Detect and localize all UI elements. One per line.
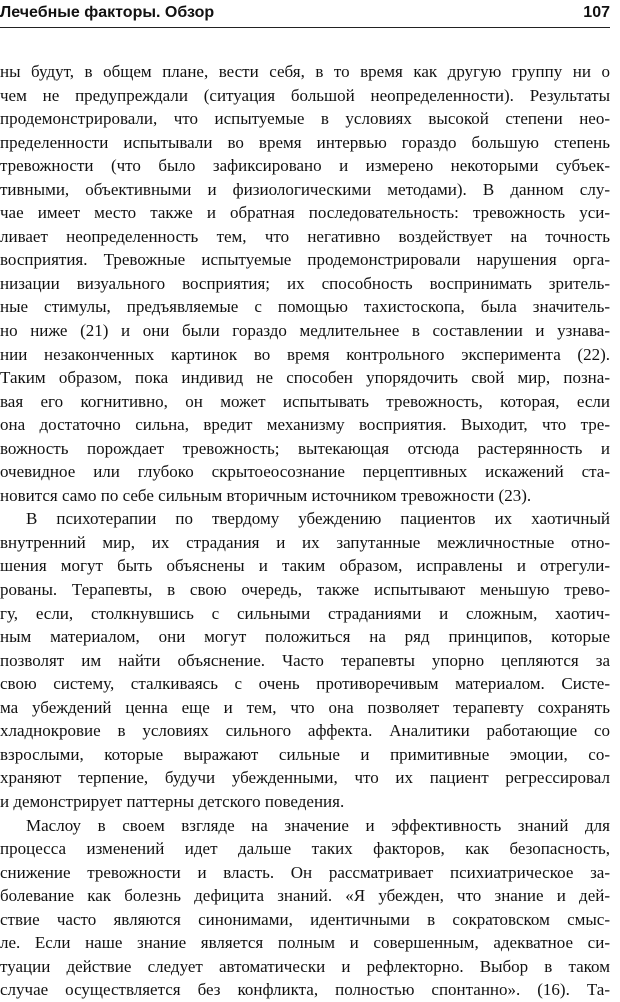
text-line: чем не предупреждали (ситуация большой неопределенности). Результаты <box>0 85 610 105</box>
text-line: ны будут, в общем плане, вести себя, в то время как другую группу ни о <box>0 62 610 81</box>
text-line: нии незаконченных картинок во время контрольного эксперимента (22). <box>0 344 610 364</box>
text-line: пределенности испытывали во время интервью гораздо большую степень <box>0 132 610 152</box>
text-line: ные стимулы, предъявляемые с помощью тахистоскопа, была значитель- <box>0 297 610 317</box>
text-line: ливает неопределенность тем, что негативно воздействует на точность <box>0 226 610 246</box>
text-line: хладнокровие в условиях сильного аффекта. Аналитики работающие со <box>0 721 610 741</box>
text-line: ствие часто являются синонимами, идентичными в сократовском смыс- <box>0 909 610 929</box>
text-line: ле. Если наше знание является полным и совершенным, адекватное си- <box>0 933 610 953</box>
text-line: новится само по себе сильным вторичным источником тревожности (23). <box>0 485 532 505</box>
text-line: свою систему, сталкиваясь с очень противоречивым материалом. Систе- <box>0 674 610 694</box>
text-line: шения могут быть объяснены и таким образом, исправлены и отрегули- <box>0 556 610 576</box>
text-line: вая его когнитивно, он может испытывать тревожность, которая, если <box>0 391 610 411</box>
header-rule <box>0 27 610 28</box>
text-line: болевание как болезнь дефицита знаний. «Я убежден, что знание и дей- <box>0 886 610 906</box>
text-line: взрослыми, которые выражают сильные и примитивные эмоции, со- <box>0 744 610 764</box>
page-number: 107 <box>583 4 610 21</box>
text-line: очевидное или глубоко скрытоеосознание перцептивных искажений ста- <box>0 462 610 482</box>
text-line: В психотерапии по твердому убеждению пациентов их хаотичный <box>26 509 610 529</box>
text-line: чае имеет место также и обратная последовательность: тревожность уси- <box>0 203 610 223</box>
running-head <box>0 2 610 24</box>
text-line: гу, если, столкнувшись с сильными страданиями и сложным, хаотич- <box>0 603 610 623</box>
text-line: случае осуществляется без конфликта, полностью спонтанно». (16). Та- <box>0 980 610 1000</box>
text-line: рованы. Терапевты, в свою очередь, также испытывают меньшую трево- <box>0 580 610 600</box>
body-text <box>0 60 610 1002</box>
text-line: процесса изменений идет дальше таких факторов, как безопасность, <box>0 839 610 859</box>
text-line: снижение тревожности и власть. Он рассматривает психиатрическое за- <box>0 862 610 882</box>
text-line: ным материалом, они могут положиться на ряд принципов, которые <box>0 627 610 647</box>
text-line: туации действие следует автоматически и рефлекторно. Выбор в таком <box>0 956 610 976</box>
text-line: Таким образом, пока индивид не способен упорядочить свой мир, позна- <box>0 368 610 388</box>
text-line: Маслоу в своем взгляде на значение и эффективность знаний для <box>26 815 610 835</box>
text-line: внутренний мир, их страдания и их запутанные межличностные отно- <box>0 532 610 552</box>
text-line: она достаточно сильна, вредит механизму восприятия. Выходит, что тре- <box>0 415 610 435</box>
text-line: но ниже (21) и они были гораздо медлительнее в составлении и узнава- <box>0 321 610 341</box>
text-line: вожность порождает тревожность; вытекающая отсюда растерянность и <box>0 438 610 458</box>
text-line: тревожности (что было зафиксировано и измерено некоторыми субъек- <box>0 156 610 176</box>
text-line: тивными, объективными и физиологическими методами). В данном слу- <box>0 179 610 199</box>
text-line: восприятия. Тревожные испытуемые продемонстрировали нарушения орга- <box>0 250 610 270</box>
text-line: ма убеждений ценна еще и тем, что она позволяет терапевту сохранять <box>0 697 610 717</box>
text-line: низации визуального восприятия; их способность воспринимать зритель- <box>0 273 610 293</box>
text-line: и демонстрирует паттерны детского поведения. <box>0 791 345 811</box>
chapter-title: Лечебные факторы. Обзор <box>0 4 215 21</box>
text-line: позволят им найти объяснение. Часто терапевты упорно цепляются за <box>0 650 610 670</box>
text-line: храняют терпение, будучи убежденными, что их пациент регрессировал <box>0 768 610 788</box>
text-line: продемонстрировали, что испытуемые в условиях высокой степени нео- <box>0 109 610 129</box>
